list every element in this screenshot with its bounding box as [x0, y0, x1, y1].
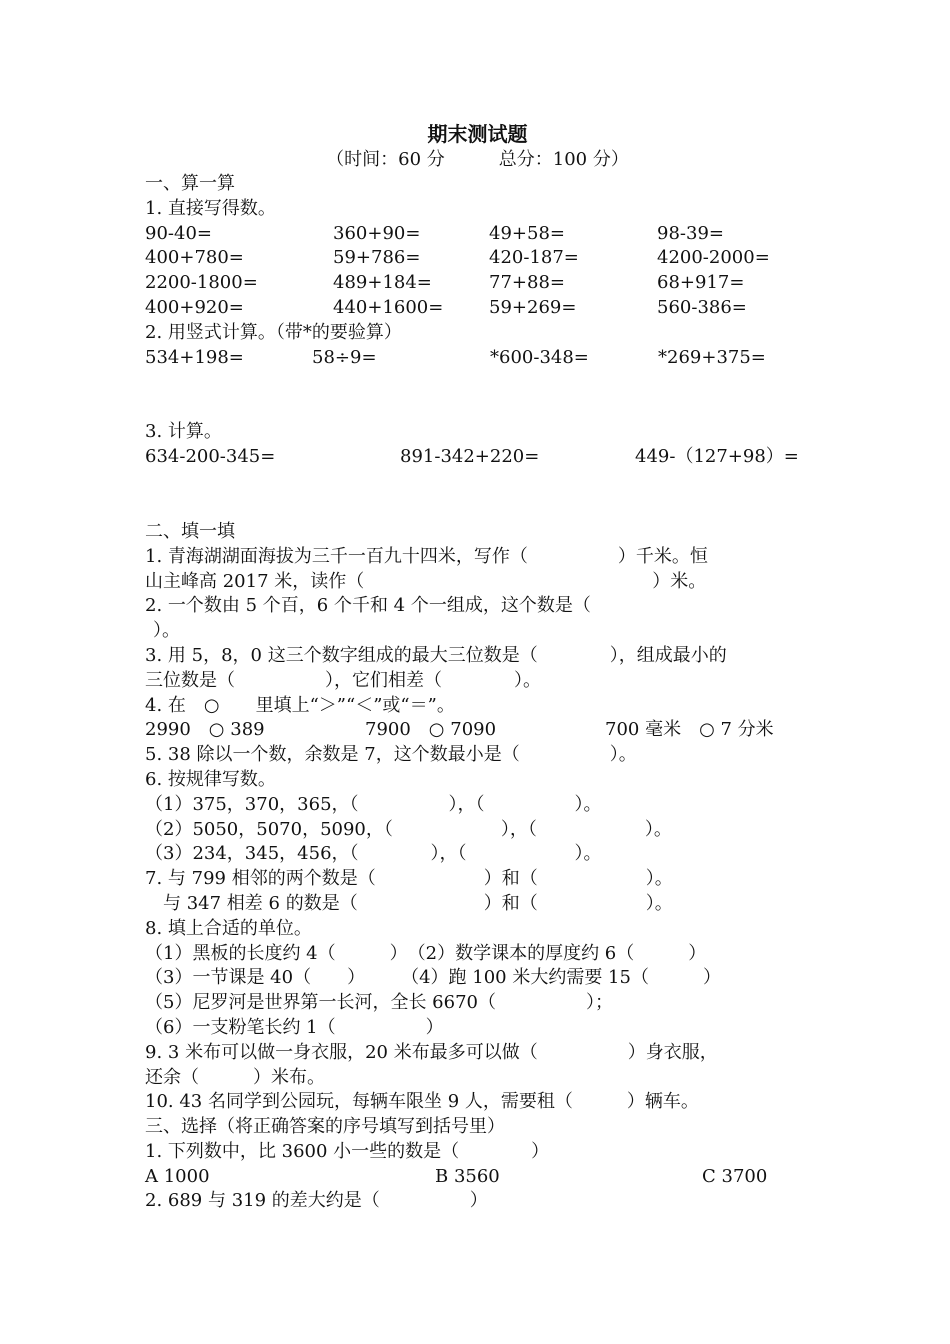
- q1-item: 420-187=: [489, 247, 579, 269]
- q3-row: [145, 445, 810, 470]
- fill-line: 2. 一个数由 5 个百，6 个千和 4 个一组成，这个数是（: [145, 595, 591, 617]
- q1-item: 68+917=: [657, 272, 745, 294]
- fill-line: 10. 43 名同学到公园玩，每辆车限坐 9 人，需要租（ ）辆车。: [145, 1091, 699, 1113]
- choice-question: 2. 689 与 319 的差大约是（ ）: [145, 1190, 488, 1212]
- q3-title: 3. 计算。: [145, 421, 222, 443]
- fill-line: 3. 用 5，8，0 这三个数字组成的最大三位数是（ ），组成最小的: [145, 644, 727, 666]
- q1-item: 4200-2000=: [657, 247, 770, 269]
- fill-line: 6. 按规律写数。: [145, 768, 276, 790]
- fill-line: （1）黑板的长度约 4（ ） （2）数学课本的厚度约 6（ ）: [145, 942, 707, 964]
- compare-row: [145, 718, 810, 743]
- fill-line: 4. 在 ○ 里填上“＞”“＜”或“＝”。: [145, 694, 455, 716]
- exam-page: [145, 120, 810, 1214]
- choice-options: [145, 1165, 810, 1190]
- fill-line: （1）375，370，365，（ ），（ ）。: [145, 793, 602, 815]
- fill-line: （5）尼罗河是世界第一长河，全长 6670（ ）；: [145, 992, 613, 1014]
- exam-info: （时间：60 分 总分：100 分）: [326, 149, 629, 170]
- section-3-heading: 三、选择（将正确答案的序号填写到括号里）: [145, 1116, 505, 1138]
- compare-item: 700 毫米 ○ 7 分米: [605, 719, 774, 741]
- fill-line: 与 347 相差 6 的数是（ ）和（ ）。: [145, 892, 673, 914]
- q2-row: [145, 346, 810, 371]
- q2-item: *600-348=: [490, 346, 589, 368]
- choice-option: A 1000: [145, 1165, 210, 1187]
- fill-line: 1. 青海湖湖面海拔为三千一百九十四米，写作（ ）千米。恒: [145, 545, 708, 567]
- q1-row: [145, 222, 810, 247]
- q3-item: 449-（127+98）=: [635, 446, 799, 468]
- q1-row: [145, 296, 810, 321]
- fill-line: 山主峰高 2017 米，读作（ ）米。: [145, 570, 707, 592]
- fill-line: 7. 与 799 相邻的两个数是（ ）和（ ）。: [145, 868, 673, 890]
- q1-item: 59+269=: [489, 296, 577, 318]
- q1-item: 400+920=: [145, 296, 244, 318]
- fill-line: （2）5050，5070，5090，（ ），（ ）。: [145, 818, 672, 840]
- fill-line: 5. 38 除以一个数，余数是 7，这个数最小是（ ）。: [145, 744, 637, 766]
- q1-item: 360+90=: [333, 222, 421, 244]
- section-2-heading: 二、填一填: [145, 520, 235, 542]
- choice-question: 1. 下列数中，比 3600 小一些的数是（ ）: [145, 1140, 550, 1162]
- q2-item: *269+375=: [658, 346, 766, 368]
- q3-item: 891-342+220=: [400, 446, 540, 468]
- q1-row: [145, 271, 810, 296]
- q1-item: 489+184=: [333, 272, 432, 294]
- q2-title: 2. 用竖式计算。（带*的要验算）: [145, 321, 402, 343]
- fill-line: （6）一支粉笔长约 1（ ）: [145, 1016, 444, 1038]
- fill-line: 8. 填上合适的单位。: [145, 917, 312, 939]
- q3-item: 634-200-345=: [145, 446, 276, 468]
- work-space: [145, 370, 810, 420]
- q1-row: [145, 246, 810, 271]
- fill-line: （3）234，345，456，（ ），（ ）。: [145, 843, 602, 865]
- q1-item: 49+58=: [489, 222, 565, 244]
- compare-item: 2990 ○ 389: [145, 719, 265, 741]
- q2-item: 58÷9=: [312, 346, 377, 368]
- choice-option: C 3700: [702, 1165, 768, 1187]
- compare-item: 7900 ○ 7090: [365, 719, 497, 741]
- q1-item: 59+786=: [333, 247, 421, 269]
- work-space: [145, 470, 810, 520]
- section-1-heading: 一、算一算: [145, 173, 235, 194]
- q1-item: 90-40=: [145, 222, 212, 244]
- fill-line: ）。: [153, 620, 180, 642]
- fill-line: 还余（ ）米布。: [145, 1066, 325, 1088]
- q2-item: 534+198=: [145, 346, 244, 368]
- q1-item: 77+88=: [489, 272, 565, 294]
- q1-item: 2200-1800=: [145, 272, 258, 294]
- fill-line: （3）一节课是 40（ ） （4）跑 100 米大约需要 15（ ）: [145, 967, 721, 989]
- choice-option: B 3560: [435, 1165, 500, 1187]
- fill-line: 9. 3 米布可以做一身衣服，20 米布最多可以做（ ）身衣服，: [145, 1041, 718, 1063]
- fill-line: 三位数是（ ），它们相差（ ）。: [145, 669, 541, 691]
- q1-item: 400+780=: [145, 247, 244, 269]
- q1-item: 98-39=: [657, 222, 724, 244]
- q1-item: 440+1600=: [333, 296, 444, 318]
- q1-title: 1. 直接写得数。: [145, 197, 276, 219]
- page-title: 期末测试题: [427, 122, 528, 146]
- q1-item: 560-386=: [657, 296, 747, 318]
